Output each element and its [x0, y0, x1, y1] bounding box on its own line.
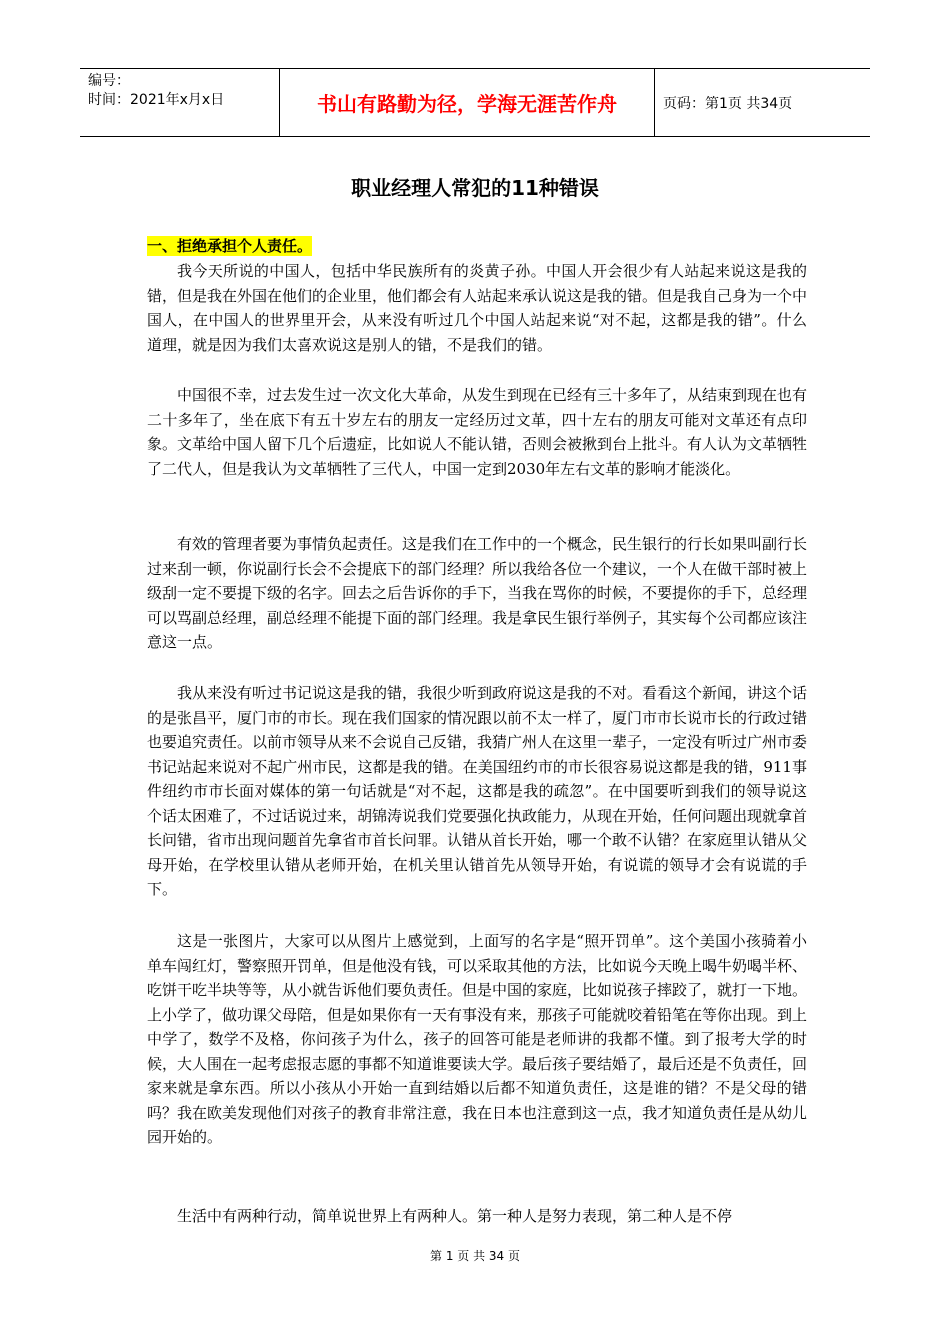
- header-meta-cell: [80, 69, 280, 136]
- header-table: [80, 68, 870, 137]
- document-title: 职业经理人常犯的11种错误: [351, 176, 599, 200]
- paragraph-2: 中国很不幸，过去发生过一次文化大革命，从发生到现在已经有三十多年了，从结束到现在也有二十多年了，坐在底下有五十岁左右的朋友一定经历过文革，四十左右的朋友可能对文革还有点印象。文革给中国人留下几个后遗症，比如说人不能认错，否则会被揪到台上批斗。有人认为文革牺牲了二代人，但是我认为文革牺牲了三代人，中国一定到2030年左右文革的影响才能淡化。: [147, 386, 808, 478]
- paragraph-3: 有效的管理者要为事情负起责任。这是我们在工作中的一个概念，民生银行的行长如果叫副行长过来刮一顿，你说副行长会不会提底下的部门经理？所以我给各位一个建议，一个人在做干部时被上级刮一定不要提下级的名字。回去之后告诉你的手下，当我在骂你的时候，不要提你的手下，总经理可以骂副总经理，副总经理不能提下面的部门经理。我是拿民生银行举例子，其实每个公司都应该注意这一点。: [147, 535, 808, 651]
- header-page-info: 页码：第1页 共34页: [663, 95, 793, 112]
- paragraph-1: 我今天所说的中国人，包括中华民族所有的炎黄子孙。中国人开会很少有人站起来说这是我的错，但是我在外国在他们的企业里，他们都会有人站起来承认说这是我的错。但是我自己身为一个中国人，在中国人的世界里开会，从来没有听过几个中国人站起来说“对不起，这都是我的错”。什么道理，就是因为我们太喜欢说这是别人的错，不是我们的错。: [147, 262, 808, 354]
- section-heading: 一、拒绝承担个人责任。: [147, 237, 313, 255]
- paragraph-6: 生活中有两种行动，简单说世界上有两种人。第一种人是努力表现，第二种人是不停: [177, 1207, 733, 1225]
- header-motto: 书山有路勤为径，学海无涯苦作舟: [280, 69, 655, 136]
- paragraph-5: 这是一张图片，大家可以从图片上感觉到，上面写的名字是“照开罚单”。这个美国小孩骑着小单车闯红灯，警察照开罚单，但是他没有钱，可以采取其他的方法，比如说今天晚上喝牛奶喝半杯、吃饼干吃半块等等，从小就告诉他们要负责任。但是中国的家庭，比如说孩子摔跤了，就打一下地。上小学了，做功课父母陪，但是如果你有一天有事没有来，那孩子可能就咬着铅笔在等你出现。到上中学了，数学不及格，你问孩子为什么，孩子的回答可能是老师讲的我都不懂。到了报考大学的时候，大人围在一起考虑报志愿的事都不知道谁要读大学。最后孩子要结婚了，最后还是不负责任，回家来就是拿东西。所以小孩从小开始一直到结婚以后都不知道负责任，这是谁的错？不是父母的错吗？我在欧美发现他们对孩子的教育非常注意，我在日本也注意到这一点，我才知道负责任是从幼儿园开始的。: [147, 932, 808, 1146]
- document-number-label: 编号：: [88, 73, 130, 89]
- page-footer: 第 1 页 共 34 页: [430, 1249, 520, 1263]
- document-time-label: 时间：2021年x月x日: [88, 92, 225, 108]
- paragraph-4: 我从来没有听过书记说这是我的错，我很少听到政府说这是我的不对。看看这个新闻，讲这个话的是张昌平，厦门市的市长。现在我们国家的情况跟以前不太一样了，厦门市市长说市长的行政过错也要追究责任。以前市领导从来不会说自己反错，我猜广州人在这里一辈子，一定没有听过广州市委书记站起来说对不起广州市民，这都是我的错。在美国纽约市的市长很容易说这都是我的错，911事件纽约市市长面对媒体的第一句话就是“对不起，这都是我的疏忽”。在中国要听到我们的领导说这个话太困难了，不过话说过来，胡锦涛说我们党要强化执政能力，从现在开始，任何问题出现就拿首长问错，省市出现问题首先拿省市首长问罪。认错从首长开始，哪一个敢不认错？在家庭里认错从父母开始，在学校里认错从老师开始，在机关里认错首先从领导开始，有说谎的领导才会有说谎的手下。: [147, 684, 808, 898]
